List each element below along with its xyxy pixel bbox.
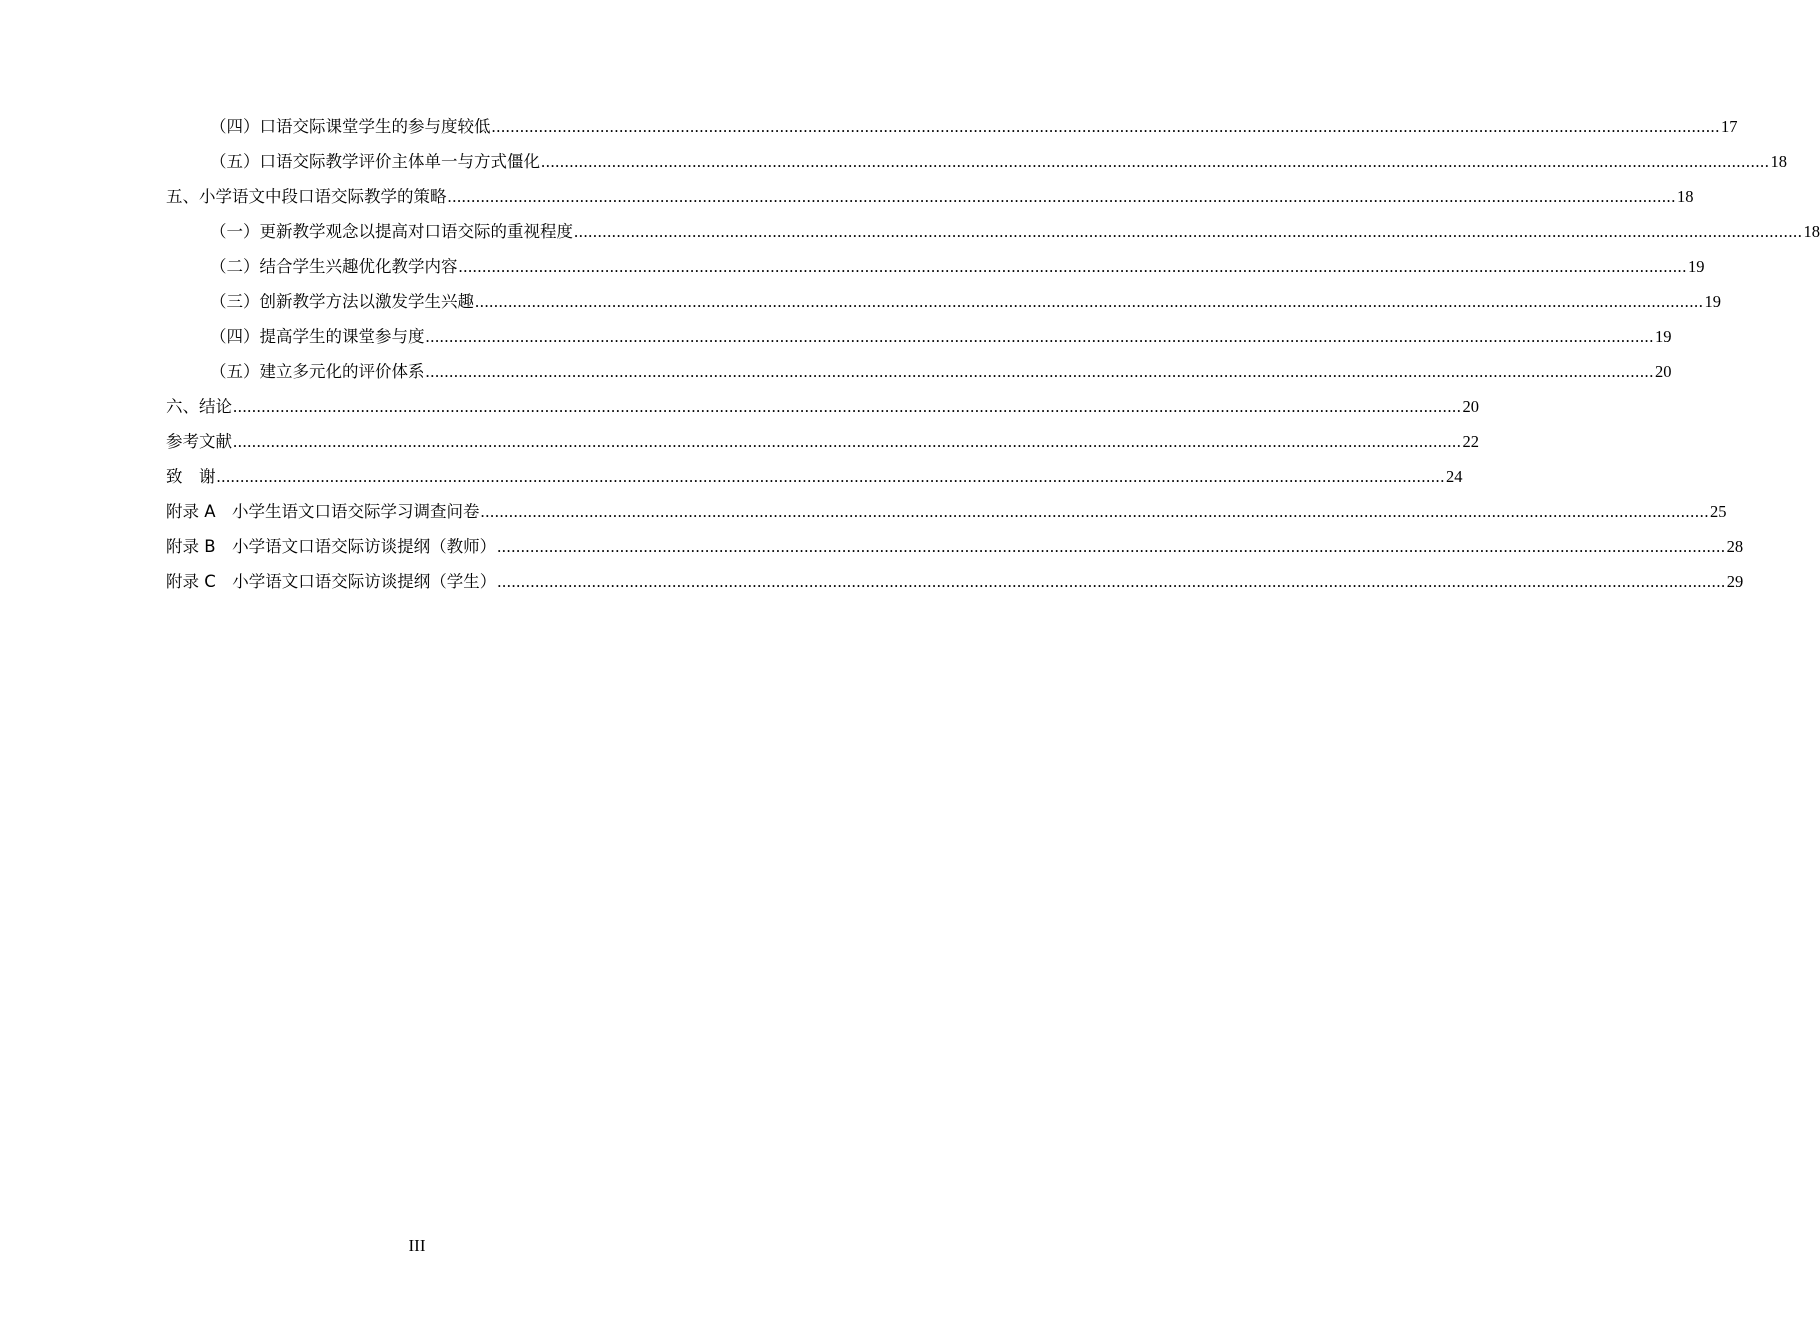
toc-entry-title: 五、小学语文中段口语交际教学的策略 <box>166 187 447 206</box>
toc-entry-page: 19 <box>1655 327 1672 346</box>
toc-entry[interactable] <box>166 389 1479 424</box>
toc-entry[interactable] <box>166 284 1721 319</box>
toc-entry-title: 附录 A 小学生语文口语交际学习调查问卷 <box>166 502 480 521</box>
toc-entry-title: 六、结论 <box>166 397 232 416</box>
toc-leader-dots: .................................................................................................................................................................................................................................................................... <box>216 467 1445 486</box>
toc-entry[interactable] <box>166 494 1727 529</box>
toc-leader-dots: .................................................................................................................................................................................................................................................................... <box>497 572 1726 591</box>
toc-leader-dots: .................................................................................................................................................................................................................................................................... <box>491 117 1720 136</box>
toc-entry-page: 29 <box>1726 572 1744 591</box>
toc-entry[interactable] <box>166 424 1479 459</box>
toc-entry[interactable] <box>166 144 1787 179</box>
toc-leader-dots: .................................................................................................................................................................................................................................................................... <box>425 327 1654 346</box>
toc-entry-title: （二）结合学生兴趣优化教学内容 <box>210 257 458 276</box>
page-number: III <box>408 1236 426 1255</box>
toc-entry-page: 22 <box>1462 432 1479 451</box>
toc-entry-title: 致 谢 <box>166 467 216 486</box>
toc-entry-title: （三）创新教学方法以激发学生兴趣 <box>210 292 474 311</box>
toc-entry-page: 20 <box>1655 362 1672 381</box>
toc-entry-page: 18 <box>1677 187 1694 206</box>
toc-entry-title: 附录 B 小学语文口语交际访谈提纲（教师） <box>166 537 497 556</box>
toc-entry-page: 28 <box>1726 537 1744 556</box>
toc-leader-dots: .................................................................................................................................................................................................................................................................... <box>458 257 1687 276</box>
toc-entry-title: （五）建立多元化的评价体系 <box>210 362 425 381</box>
toc-entry-page: 24 <box>1446 467 1463 486</box>
toc-entry[interactable] <box>166 564 1744 599</box>
toc-leader-dots: .................................................................................................................................................................................................................................................................... <box>541 152 1770 171</box>
toc-leader-dots: .................................................................................................................................................................................................................................................................... <box>447 187 1676 206</box>
toc-entry-title: （五）口语交际教学评价主体单一与方式僵化 <box>210 152 540 171</box>
toc-leader-dots: .................................................................................................................................................................................................................................................................... <box>497 537 1726 556</box>
toc-leader-dots: .................................................................................................................................................................................................................................................................... <box>475 292 1704 311</box>
toc-entry-page: 18 <box>1770 152 1787 171</box>
toc-entry-page: 19 <box>1688 257 1705 276</box>
toc-leader-dots: .................................................................................................................................................................................................................................................................... <box>233 432 1462 451</box>
toc-entry-page: 18 <box>1803 222 1820 241</box>
toc-entry-page: 25 <box>1710 502 1727 521</box>
toc-entry-title: 附录 C 小学语文口语交际访谈提纲（学生） <box>166 572 497 591</box>
toc-entry-title: 参考文献 <box>166 432 232 451</box>
toc-entry[interactable] <box>166 319 1672 354</box>
toc-entry-title: （四）提高学生的课堂参与度 <box>210 327 425 346</box>
toc-entry[interactable] <box>166 109 1738 144</box>
toc-entry-title: （一）更新教学观念以提高对口语交际的重视程度 <box>210 222 573 241</box>
toc-entry[interactable] <box>166 459 1463 494</box>
toc-entry-page: 17 <box>1721 117 1738 136</box>
toc-entry-page: 19 <box>1704 292 1721 311</box>
toc-leader-dots: .................................................................................................................................................................................................................................................................... <box>574 222 1803 241</box>
toc-entry-title: （四）口语交际课堂学生的参与度较低 <box>210 117 491 136</box>
toc-leader-dots: .................................................................................................................................................................................................................................................................... <box>425 362 1654 381</box>
toc-entry[interactable] <box>166 249 1705 284</box>
table-of-contents <box>166 109 1820 599</box>
toc-entry-page: 20 <box>1462 397 1479 416</box>
toc-entry[interactable] <box>166 179 1694 214</box>
toc-entry[interactable] <box>166 354 1672 389</box>
toc-leader-dots: .................................................................................................................................................................................................................................................................... <box>233 397 1462 416</box>
toc-entry[interactable] <box>166 214 1820 249</box>
toc-leader-dots: .................................................................................................................................................................................................................................................................... <box>480 502 1710 521</box>
toc-entry[interactable] <box>166 529 1744 564</box>
